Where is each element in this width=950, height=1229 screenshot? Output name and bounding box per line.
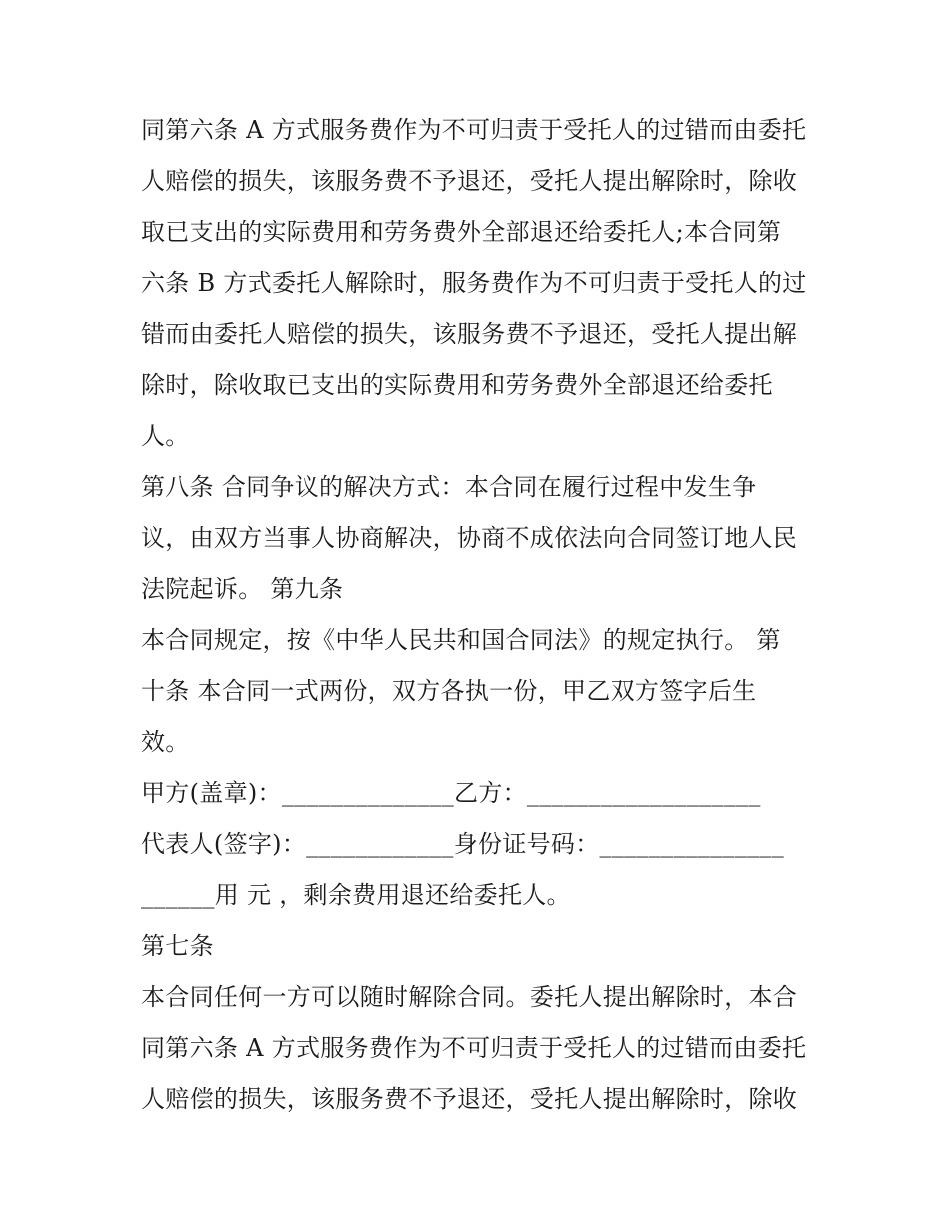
text-line: 本合同任何一方可以随时解除合同。委托人提出解除时，本合 [141, 983, 798, 1011]
article-7-heading: 第七条 [141, 932, 214, 960]
party-signature-line: 甲方(盖章)：______________乙方：___________________ [141, 779, 761, 807]
text-line: 人。 [141, 422, 190, 450]
text-line: 取已支出的实际费用和劳务费外全部退还给委托人;本合同第 [141, 218, 782, 246]
article-9-line: 法院起诉。 第九条 [141, 575, 344, 603]
text-line: 同第六条 A 方式服务费作为不可归责于受托人的过错而由委托 [141, 1034, 807, 1062]
document-body [141, 105, 821, 1125]
article-8-line: 第八条 合同争议的解决方式：本合同在履行过程中发生争 [141, 473, 757, 501]
text-line: 六条 B 方式委托人解除时，服务费作为不可归责于受托人的过 [141, 269, 807, 297]
text-line: 同第六条 A 方式服务费作为不可归责于受托人的过错而由委托 [141, 116, 807, 144]
article-10-line: 十条 本合同一式两份，双方各执一份，甲乙双方签字后生 [141, 677, 757, 705]
representative-signature-line: 代表人(签字)：____________身份证号码：_______________ [141, 830, 785, 858]
text-line: 议，由双方当事人协商解决，协商不成依法向合同签订地人民 [141, 524, 798, 552]
text-line: 除时，除收取已支出的实际费用和劳务费外全部退还给委托 [141, 371, 773, 399]
text-line: ______用 元 ，剩余费用退还给委托人。 [141, 881, 571, 909]
text-line: 人赔偿的损失，该服务费不予退还，受托人提出解除时，除收 [141, 167, 798, 195]
text-line: 效。 [141, 728, 190, 756]
text-line: 本合同规定，按《中华人民共和国合同法》的规定执行。 第 [141, 626, 781, 654]
text-line: 人赔偿的损失，该服务费不予退还，受托人提出解除时，除收 [141, 1085, 798, 1113]
text-line: 错而由委托人赔偿的损失，该服务费不予退还，受托人提出解 [141, 320, 798, 348]
